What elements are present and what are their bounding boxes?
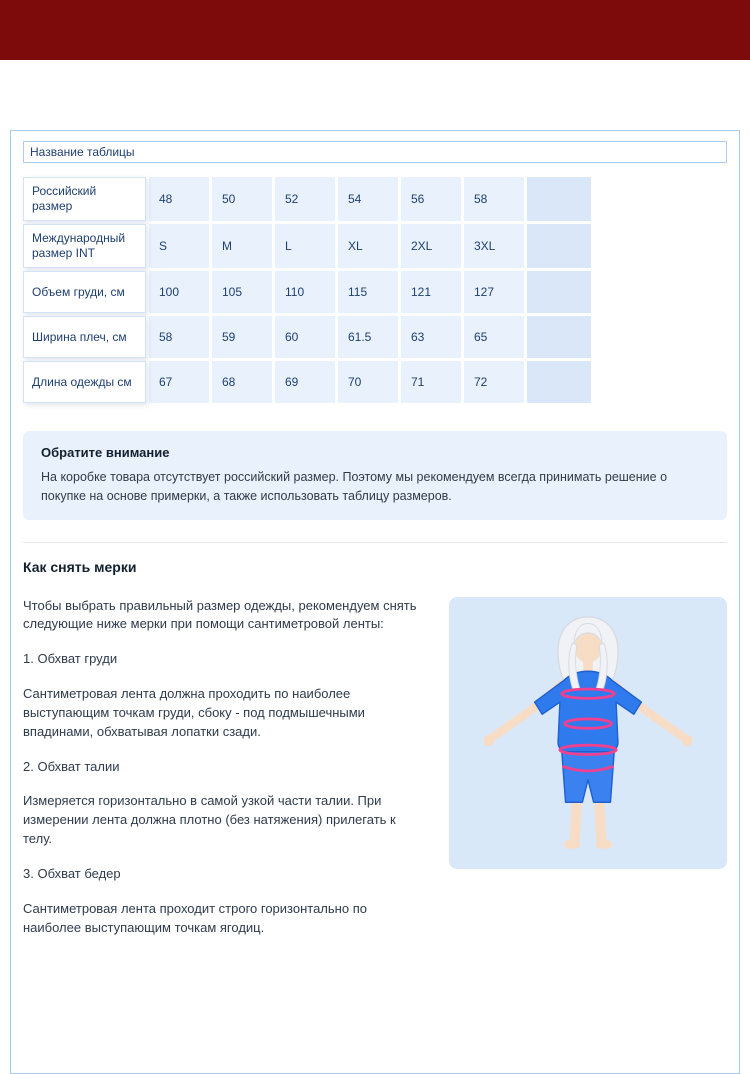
step-heading: 1. Обхват груди <box>23 651 118 667</box>
size-cell: 60 <box>275 316 335 358</box>
notice-title: Обратите внимание <box>41 445 170 460</box>
size-cell: 59 <box>212 316 272 358</box>
empty-highlight-cell <box>527 177 591 221</box>
table-title-input[interactable] <box>23 141 727 163</box>
row-label: Длина одежды см <box>23 361 146 403</box>
size-cell: 115 <box>338 271 398 313</box>
guide-intro: Чтобы выбрать правильный размер одежды, рекомендуем снять следующие ниже мерки при помощи сантиметровой ленты: <box>23 597 417 632</box>
size-cell: 121 <box>401 271 461 313</box>
empty-highlight-cell <box>527 316 591 358</box>
size-cell: 52 <box>275 177 335 221</box>
size-cell: 48 <box>149 177 209 221</box>
size-cell: 70 <box>338 361 398 403</box>
size-cell: XL <box>338 224 398 268</box>
empty-highlight-cell <box>527 224 591 268</box>
guide-text-column <box>23 597 427 954</box>
size-cell: 65 <box>464 316 524 358</box>
size-cell: 69 <box>275 361 335 403</box>
size-cell: 54 <box>338 177 398 221</box>
notice-text: На коробке товара отсутствует российский размер. Поэтому мы рекомендуем всегда принимать решение о покупке на основе примерки, а также использовать таблицу размеров. <box>41 470 668 503</box>
empty-highlight-cell <box>527 361 591 403</box>
size-cell: 58 <box>149 316 209 358</box>
size-cell: 71 <box>401 361 461 403</box>
size-cell: 56 <box>401 177 461 221</box>
size-cell: 50 <box>212 177 272 221</box>
size-cell: M <box>212 224 272 268</box>
size-cell: L <box>275 224 335 268</box>
size-chart-panel <box>10 130 740 1074</box>
guide-title: Как снять мерки <box>23 558 137 575</box>
step-text: Измеряется горизонтально в самой узкой части талии. При измерении лента должна плотно (без натяжения) прилегать к телу. <box>23 793 396 847</box>
size-cell: 110 <box>275 271 335 313</box>
size-cell: 72 <box>464 361 524 403</box>
size-table <box>23 177 597 403</box>
female-figure-illustration <box>457 602 719 864</box>
size-cell: 61.5 <box>338 316 398 358</box>
row-label: Объем груди, см <box>23 271 146 313</box>
size-cell: S <box>149 224 209 268</box>
size-cell: 67 <box>149 361 209 403</box>
step-text: Сантиметровая лента проходит строго горизонтально по наиболее выступающим точкам ягодиц. <box>23 900 367 935</box>
size-cell: 105 <box>212 271 272 313</box>
size-cell: 68 <box>212 361 272 403</box>
measurement-illustration <box>449 597 727 869</box>
row-label: Ширина плеч, см <box>23 316 146 358</box>
size-cell: 100 <box>149 271 209 313</box>
top-brand-bar <box>0 0 750 60</box>
step-text: Сантиметровая лента должна проходить по наиболее выступающим точкам груди, сбоку - под подмышечными впадинами, обхватывая лопатки сзади. <box>23 686 365 739</box>
size-cell: 63 <box>401 316 461 358</box>
row-label: Международный размер INT <box>23 224 146 268</box>
size-cell: 127 <box>464 271 524 313</box>
size-cell: 2XL <box>401 224 461 268</box>
empty-highlight-cell <box>527 271 591 313</box>
step-heading: 2. Обхват талии <box>23 758 120 774</box>
size-cell: 58 <box>464 177 524 221</box>
row-label: Российский размер <box>23 177 146 221</box>
size-cell: 3XL <box>464 224 524 268</box>
measurement-guide-section <box>23 542 727 954</box>
notice-box <box>23 431 727 520</box>
step-heading: 3. Обхват бедер <box>23 865 121 881</box>
